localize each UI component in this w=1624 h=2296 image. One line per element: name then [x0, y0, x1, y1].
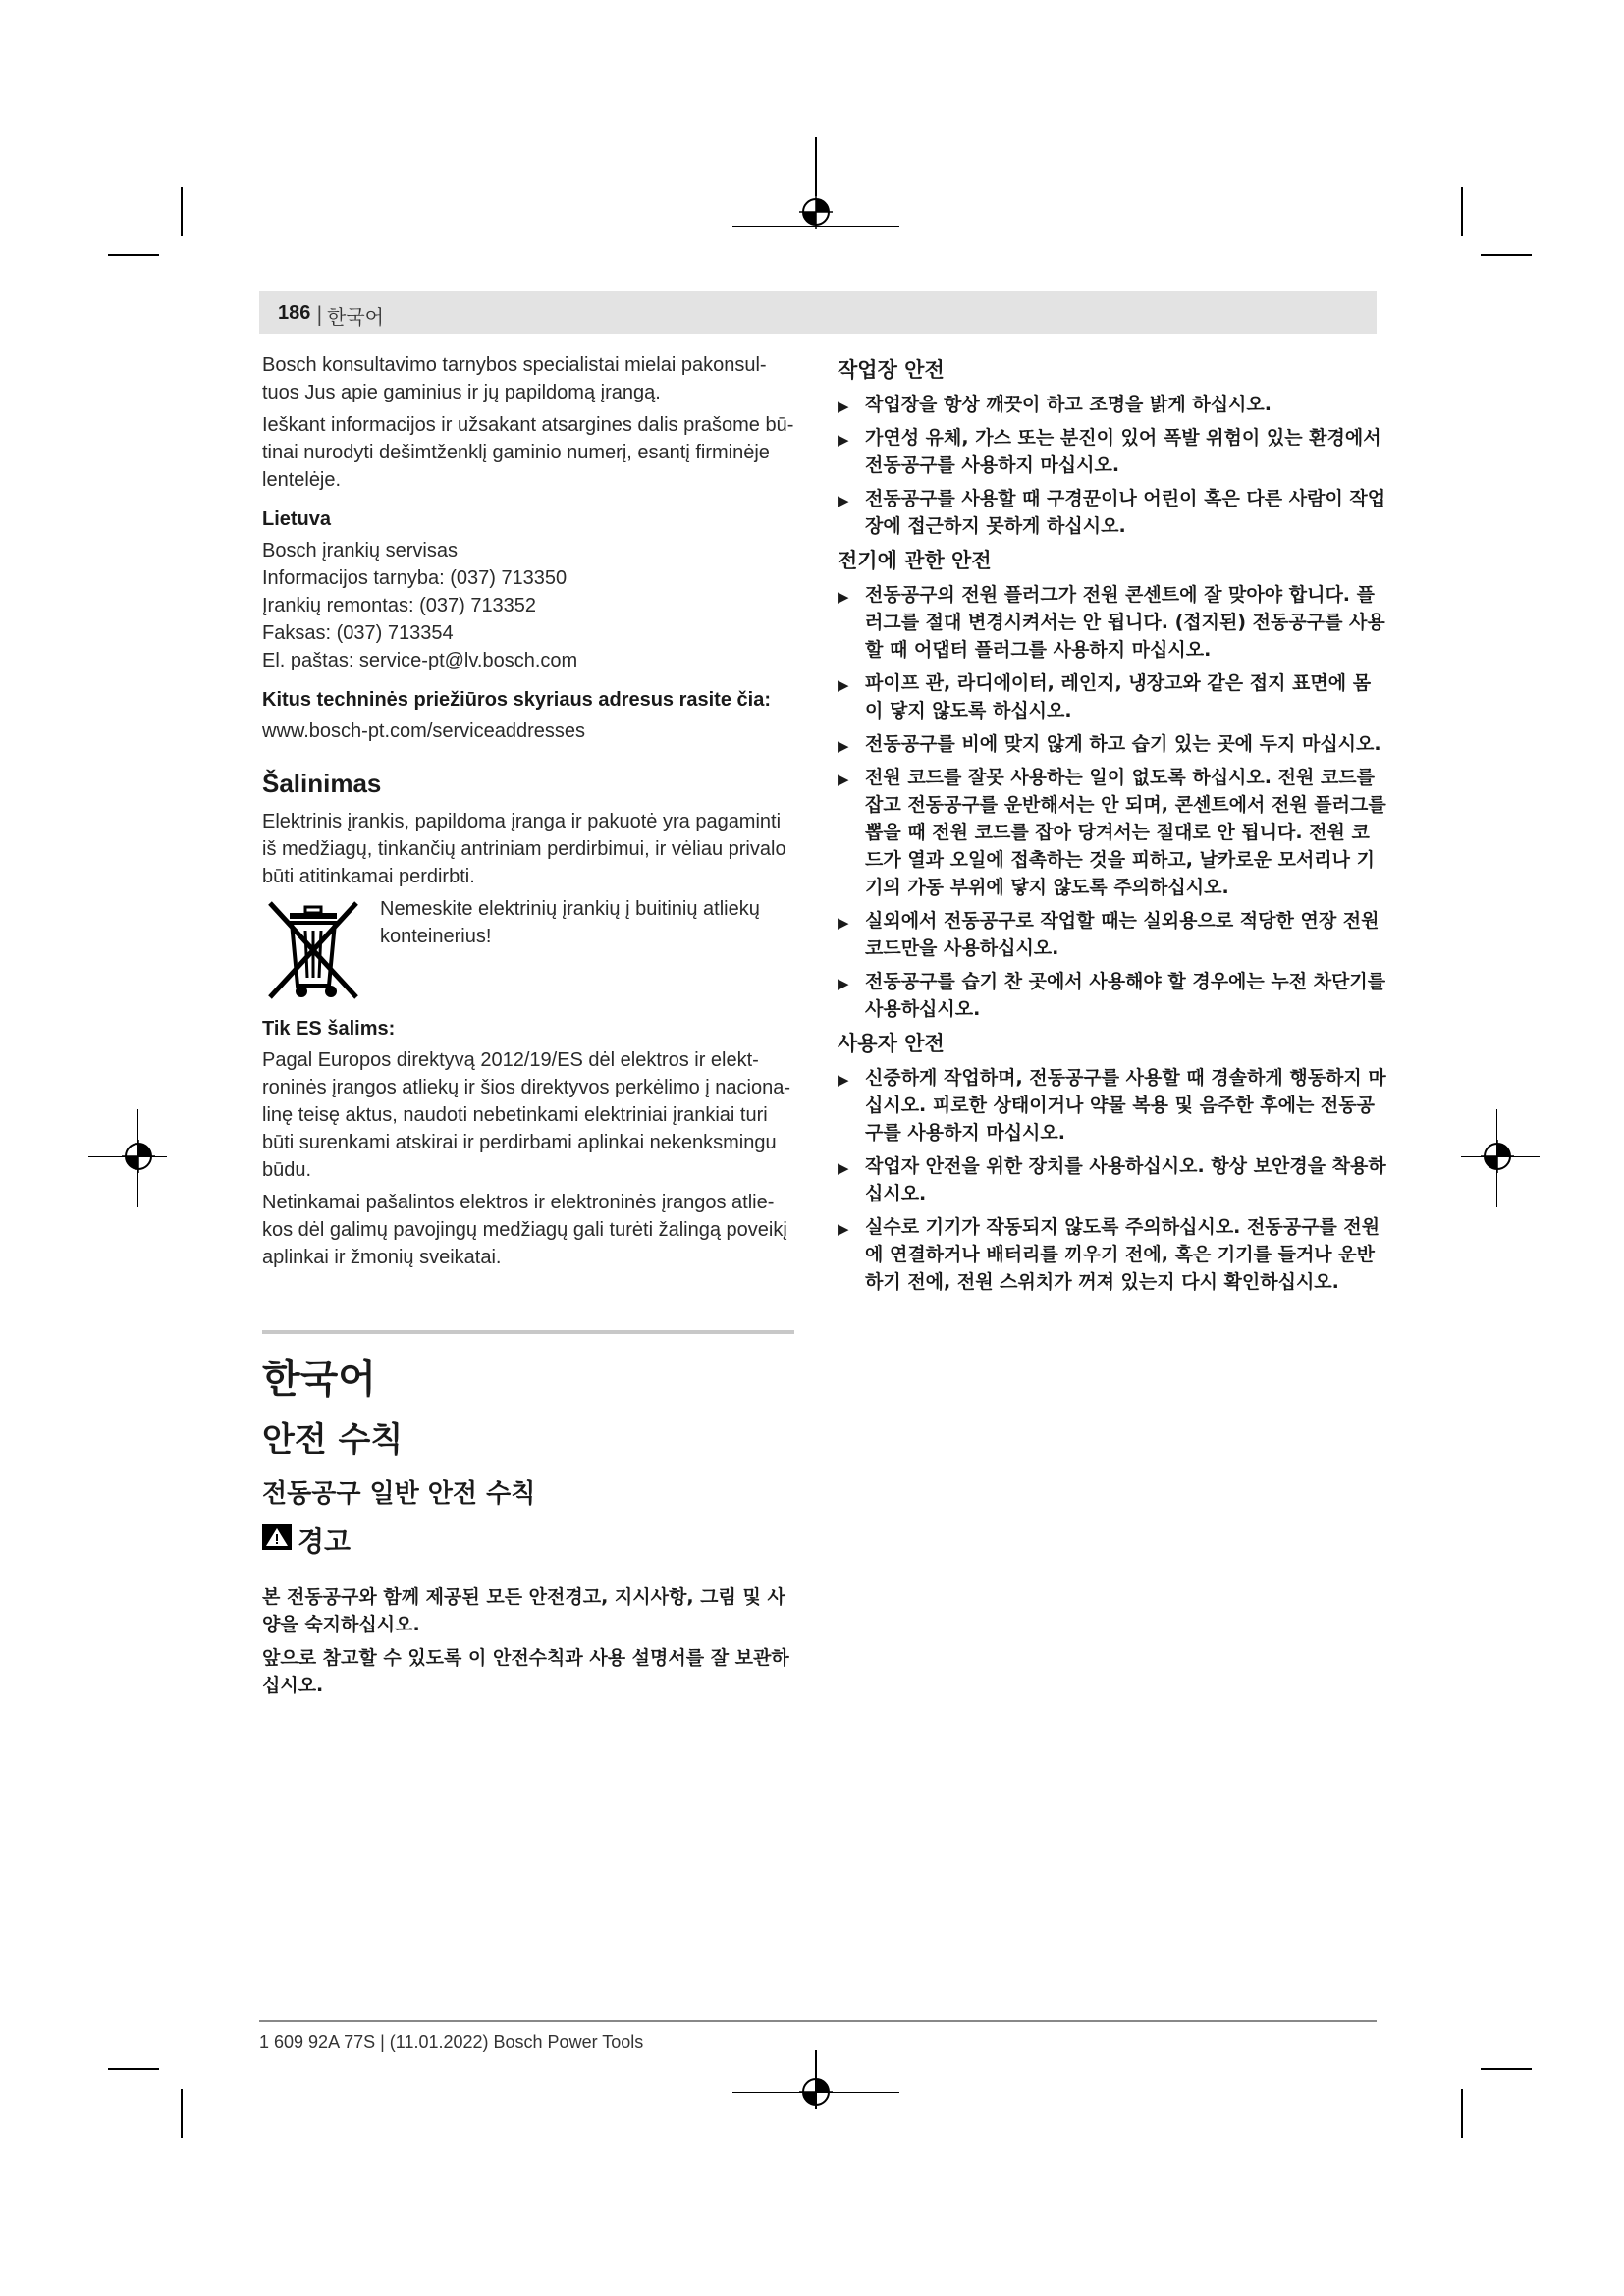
- bullet-arrow-icon: ▶: [838, 1071, 849, 1089]
- footer-rule: [259, 2020, 1377, 2022]
- other-addresses-heading: Kitus techninės priežiūros skyriaus adresus rasite čia:: [262, 689, 771, 711]
- intro-paragraph: Bosch konsultavimo tarnybos specialistai mielai pakonsultuos Jus apie gaminius ir jų papildomą įrangą.: [262, 354, 767, 403]
- weee-warning-text: Nemeskite elektrinių įrankių į buitinių atliekų konteinerius!: [380, 898, 760, 947]
- bullet-bold: 작업자 안전을 위한 장치를 사용하십시오. 항상 보안경을 착용하십시오.: [865, 1155, 1386, 1204]
- registration-line: [815, 137, 817, 196]
- left-column: [262, 351, 794, 1705]
- personal-safety-heading: 사용자 안전: [838, 1032, 945, 1055]
- bullet-bold: 실수로 기기가 작동되지 않도록 주의하십시오. 전동공구를 전원에 연결하거나 배터리를 끼우기 전에, 혹은 기기를 들거나 운반하기 전에, 전원 스위치가 꺼져 있는지 다시 확인하십시오.: [865, 1216, 1380, 1293]
- safety-heading: 안전 수칙: [262, 1420, 404, 1460]
- tik-es-paragraph: Pagal Europos direktyvą 2012/19/ES dėl elektros ir elektroninės įrangos atliekų ir šios direktyvos perkėlimo į nacionalinę teisę aktus, naudoti nebetinkami elektriniai įrankiai turi būti surenkami atskirai ir perdirbami aplinkai nekenksmingu būdu.: [262, 1049, 791, 1181]
- header-language: 한국어: [327, 305, 384, 329]
- general-safety-heading: 전동공구 일반 안전 수칙: [262, 1479, 536, 1509]
- bullet-arrow-icon: ▶: [838, 398, 849, 415]
- page-header-bar: [259, 291, 1377, 334]
- contact-line: Informacijos tarnyba: (037) 713350: [262, 567, 568, 589]
- tik-es-heading: Tik ES šalims:: [262, 1018, 396, 1040]
- section-divider: [262, 1330, 794, 1334]
- list-item: [838, 1213, 1387, 1296]
- list-item: [838, 764, 1387, 901]
- bullet-bold: 가연성 유체, 가스 또는 분진이 있어 폭발 위험이 있는 환경에서 전동공구를 사용하지 마십시오.: [865, 427, 1381, 476]
- warning-triangle-icon: [262, 1524, 292, 1550]
- list-item: [838, 730, 1387, 758]
- registration-crosshair-icon: [799, 195, 833, 229]
- bullet-bold: 파이프 관, 라디에이터, 레인지, 냉장고와 같은 접지 표면에 몸이 닿지 않도록 하십시오.: [865, 672, 1372, 721]
- intro-paragraph: Ieškant informacijos ir užsakant atsargines dalis prašome būtinai nurodyti dešimtženklį gaminio numerį, esantį firminėje lentelėje.: [262, 414, 794, 491]
- crop-mark: [108, 254, 159, 256]
- contact-line: Įrankių remontas: (037) 713352: [262, 595, 537, 616]
- list-item: [838, 424, 1387, 479]
- list-item: [838, 485, 1387, 540]
- bullet-arrow-icon: ▶: [838, 492, 849, 509]
- registration-crosshair-icon: [799, 2075, 833, 2109]
- crossed-bin-icon: [262, 895, 364, 1003]
- crop-mark: [1461, 187, 1463, 236]
- list-item: [838, 1152, 1387, 1207]
- weee-notice: [262, 895, 794, 1003]
- korean-title: 한국어: [262, 1357, 376, 1402]
- crop-mark: [181, 187, 183, 236]
- service-addresses-link[interactable]: www.bosch-pt.com/serviceaddresses: [262, 721, 586, 742]
- warning-banner: [262, 1521, 794, 1583]
- warning-label: 경고: [298, 1525, 352, 1558]
- bullet-arrow-icon: ▶: [838, 1159, 849, 1177]
- page-number: 186: [278, 302, 311, 324]
- list-item: [838, 391, 1387, 418]
- bullet-arrow-icon: ▶: [838, 771, 849, 788]
- bullet-bold: 전동공구를 비에 맞지 않게 하고 습기 있는 곳에 두지 마십시오.: [865, 733, 1381, 755]
- crop-mark: [1481, 254, 1532, 256]
- bullet-bold: 전동공구를 습기 찬 곳에서 사용해야 할 경우에는 누전 차단기를 사용하십시오.: [865, 971, 1386, 1020]
- registration-crosshair-icon: [122, 1140, 155, 1173]
- keep-bold-text: 앞으로 참고할 수 있도록 이 안전수칙과 사용 설명서를 잘 보관하십시오.: [262, 1647, 789, 1696]
- bullet-bold: 전원 코드를 잘못 사용하는 일이 없도록 하십시오. 전원 코드를 잡고 전동공구를 운반해서는 안 되며, 콘센트에서 전원 플러그를 뽑을 때 전원 코드를 잡아 당겨서는 절대로 안 됩니다. 전원 코드가 열과 오일에 접촉하는 것을 피하고, 날카로운 모서리나 기기의 가동 부위에 닿지 않도록 주의하십시오.: [865, 767, 1386, 898]
- contact-email: El. paštas: service-pt@lv.bosch.com: [262, 650, 578, 671]
- lietuva-heading: Lietuva: [262, 508, 332, 530]
- list-item: [838, 907, 1387, 962]
- footer-text: 1 609 92A 77S | (11.01.2022) Bosch Power Tools: [259, 2032, 644, 2052]
- crop-mark: [1461, 2089, 1463, 2138]
- bullet-arrow-icon: ▶: [838, 676, 849, 694]
- workplace-safety-heading: 작업장 안전: [838, 358, 945, 382]
- salinimas-heading: Šalinimas: [262, 769, 382, 798]
- tik-es-paragraph: Netinkamai pašalintos elektros ir elektroninės įrangos atliekos dėl galimų pavojingų medžiagų gali turėti žalingą poveikį aplinkai ir žmonių sveikatai.: [262, 1192, 787, 1268]
- list-item: [838, 968, 1387, 1023]
- crop-mark: [181, 2089, 183, 2138]
- bullet-arrow-icon: ▶: [838, 975, 849, 992]
- bullet-bold: 작업장을 항상 깨끗이 하고 조명을 밝게 하십시오.: [865, 394, 1272, 415]
- right-column: [838, 351, 1387, 1302]
- salinimas-paragraph: Elektrinis įrankis, papildoma įranga ir pakuotė yra pagaminti iš medžiagų, tinkančių antriniam perdirbimui, ir vėliau privalo būti atitinkamai perdirbti.: [262, 811, 786, 887]
- bullet-bold: 전동공구의 전원 플러그가 전원 콘센트에 잘 맞아야 합니다. 플러그를 절대 변경시켜서는 안 됩니다. (접지된) 전동공구를 사용할 때 어댑터 플러그를 사용하지 마십시오.: [865, 584, 1385, 661]
- bullet-bold: 신중하게 작업하며, 전동공구를 사용할 때 경솔하게 행동하지 마십시오. 피로한 상태이거나 약물 복용 및 음주한 후에는 전동공구를 사용하지 마십시오.: [865, 1067, 1386, 1144]
- list-item: [838, 669, 1387, 724]
- electrical-safety-heading: 전기에 관한 안전: [838, 549, 992, 572]
- bullet-arrow-icon: ▶: [838, 737, 849, 755]
- contact-line: Faksas: (037) 713354: [262, 622, 454, 644]
- bullet-arrow-icon: ▶: [838, 431, 849, 449]
- crop-mark: [1481, 2068, 1532, 2070]
- bullet-bold: 실외에서 전동공구로 작업할 때는 실외용으로 적당한 연장 전원 코드만을 사용하십시오.: [865, 910, 1380, 959]
- bullet-arrow-icon: ▶: [838, 914, 849, 932]
- bullet-bold: 전동공구를 사용할 때 구경꾼이나 어린이 혹은 다른 사람이 작업장에 접근하지 못하게 하십시오.: [865, 488, 1386, 537]
- bullet-arrow-icon: ▶: [838, 588, 849, 606]
- crop-mark: [108, 2068, 159, 2070]
- keep-instructions: [262, 1644, 794, 1699]
- header-separator: |: [316, 302, 323, 326]
- registration-crosshair-icon: [1481, 1140, 1514, 1173]
- contact-line: Bosch įrankių servisas: [262, 540, 458, 561]
- list-item: [838, 1064, 1387, 1147]
- list-item: [838, 581, 1387, 664]
- warning-paragraph: [262, 1583, 794, 1638]
- bullet-arrow-icon: ▶: [838, 1220, 849, 1238]
- warning-bold-text: 본 전동공구와 함께 제공된 모든 안전경고, 지시사항, 그림 및 사양을 숙지하십시오.: [262, 1586, 785, 1635]
